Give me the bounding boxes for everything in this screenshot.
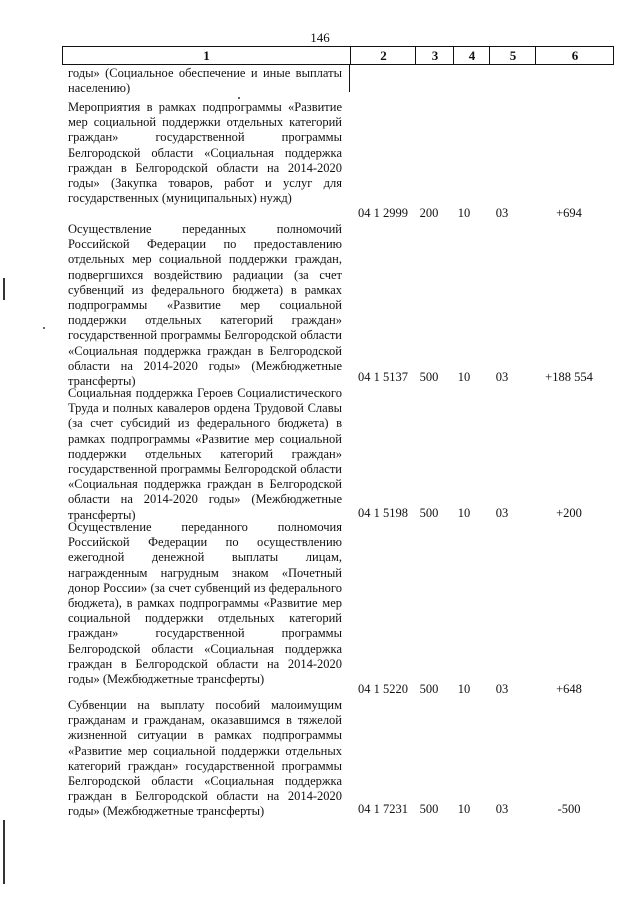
row-sum: +200 [556, 506, 582, 520]
row-pr: 03 [495, 506, 509, 520]
row-pr: 03 [495, 370, 509, 384]
row-vr: 500 [419, 802, 439, 816]
row-vr: 500 [419, 682, 439, 696]
row-rz: 10 [457, 206, 471, 220]
row-vr: 500 [419, 506, 439, 520]
row-description: годы» (Социальное обеспечение и иные выплаты населению) [68, 66, 342, 96]
row-code: 04 1 5198 [358, 506, 408, 520]
table-header [62, 46, 614, 65]
scan-margin-mark [3, 820, 5, 884]
row-vr: 200 [419, 206, 439, 220]
header-col-4: 4 [453, 47, 490, 64]
header-col-5: 5 [489, 47, 536, 64]
row-pr: 03 [495, 802, 509, 816]
row-rz: 10 [457, 682, 471, 696]
row-rz: 10 [457, 370, 471, 384]
header-col-6: 6 [535, 47, 614, 64]
row-description: Осуществление переданных полномочий Российской Федерации по предоставлению отдельных мер социальной поддержки граждан, подвергшихся воздействию радиации (за счет субвенций из федерального бюджета) в рамках подпрограммы «Развитие мер социальной поддержки отдельных категорий граждан» государственной программы Белгородской области «Социальная поддержка граждан в Белгородской области на 2014-2020 годы» (Межбюджетные трансферты) [68, 222, 342, 389]
page-number: 146 [310, 30, 330, 45]
header-col-3: 3 [415, 47, 454, 64]
row-description: Осуществление переданного полномочия Российской Федерации по осуществлению ежегодной денежной выплаты лицам, награжденным нагрудным знаком «Почетный донор России» (за счет субвенций из федерального бюджета), в рамках подпрограммы «Развитие мер социальной поддержки отдельных категорий граждан» государственной программы Белгородской области «Социальная поддержка граждан в Белгородской области на 2014-2020 годы» (Межбюджетные трансферты) [68, 520, 342, 687]
row-vr: 500 [419, 370, 439, 384]
row-pr: 03 [495, 682, 509, 696]
row-sum: +694 [556, 206, 582, 220]
row-code: 04 1 2999 [358, 206, 408, 220]
column-divider [349, 64, 350, 92]
row-sum: +648 [556, 682, 582, 696]
row-code: 04 1 7231 [358, 802, 408, 816]
row-code: 04 1 5220 [358, 682, 408, 696]
scan-speck [238, 97, 240, 99]
row-code: 04 1 5137 [358, 370, 408, 384]
row-description: Мероприятия в рамках подпрограммы «Развитие мер социальной поддержки отдельных категорий граждан» государственной программы Белгородской области «Социальная поддержка граждан в Белгородской области на 2014-2020 годы» (Закупка товаров, работ и услуг для государственных (муниципальных) нужд) [68, 100, 342, 206]
header-col-1: 1 [203, 48, 210, 63]
scan-margin-mark [3, 278, 5, 300]
row-pr: 03 [495, 206, 509, 220]
row-rz: 10 [457, 506, 471, 520]
row-rz: 10 [457, 802, 471, 816]
scan-speck [43, 327, 45, 329]
row-description: Субвенции на выплату пособий малоимущим гражданам и гражданам, оказавшимся в тяжелой жизненной ситуации в рамках подпрограммы «Развитие мер социальной поддержки отдельных категорий граждан» государственной программы Белгородской области «Социальная поддержка граждан в Белгородской области на 2014-2020 годы» (Межбюджетные трансферты) [68, 698, 342, 819]
header-col-2: 2 [350, 47, 416, 64]
row-sum: -500 [557, 802, 581, 816]
row-description: Социальная поддержка Героев Социалистического Труда и полных кавалеров ордена Трудовой Славы (за счет субсидий из федерального бюджета) в рамках подпрограммы «Развитие мер социальной поддержки отдельных категорий граждан» государственной программы Белгородской области «Социальная поддержка граждан в Белгородской области на 2014-2020 годы» (Межбюджетные трансферты) [68, 386, 342, 522]
row-sum: +188 554 [545, 370, 593, 384]
